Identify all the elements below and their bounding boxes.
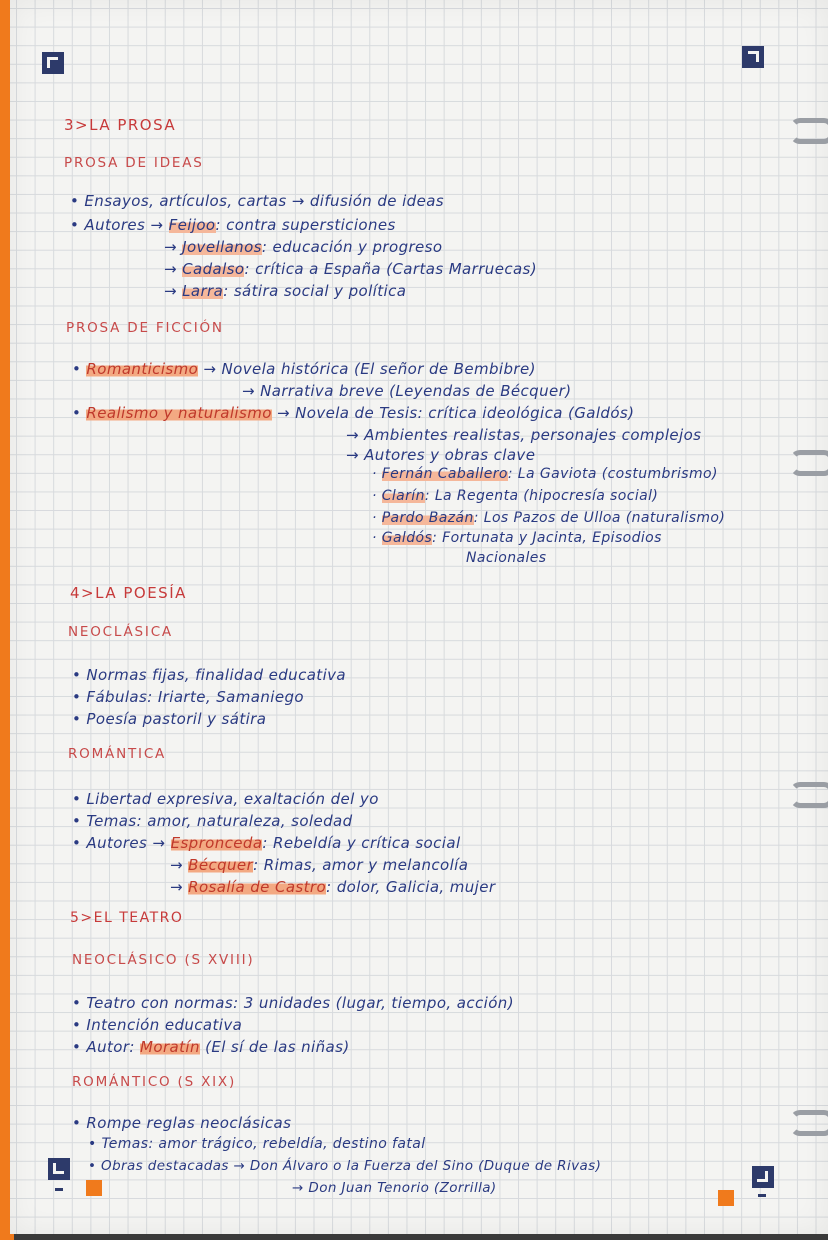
note-text: : Los Pazos de Ulloa (naturalismo) [473,510,726,526]
section-title: 4>LA POESÍA [70,584,187,602]
binder-ring-icon [790,450,828,476]
note-line [170,878,495,896]
subsection-heading: ROMÁNTICO (S XIX) [72,1074,237,1090]
note-line: → Narrativa breve (Leyendas de Bécquer) [242,382,572,400]
note-text: : La Regenta (hipocresía social) [424,488,659,504]
bullet-text: • [72,404,82,422]
note-line: • Normas fijas, finalidad educativa [72,666,347,684]
note-line: → Autores y obras clave [346,446,536,464]
author-highlight: Cadalso [182,260,245,278]
movement-highlight: Romanticismo [86,360,199,378]
note-line: • Poesía pastoril y sátira [72,710,267,728]
section-title: 5>EL TEATRO [70,910,184,926]
note-text: : crítica a España (Cartas Marruecas) [244,260,538,278]
note-line: • Temas: amor trágico, rebeldía, destino fatal [88,1136,426,1152]
subsection-heading: PROSA DE FICCIÓN [66,320,224,336]
note-line: · Pardo Bazán: Los Pazos de Ulloa (naturalismo) [372,510,726,526]
orange-square-icon [718,1190,734,1206]
dash-mark-icon [55,1188,63,1191]
arrow-text: → [170,856,183,874]
note-text: → Novela histórica (El señor de Bembibre) [203,360,536,378]
subsection-heading: NEOCLÁSICO (S XVIII) [72,952,255,968]
note-line [70,216,396,234]
arrow-text: → [170,878,183,896]
note-text: : contra supersticiones [215,216,396,234]
note-text: → Novela de Tesis: crítica ideológica (Galdós) [276,404,635,422]
note-text: • Autor: [72,1038,135,1056]
author-highlight: Larra [182,282,224,300]
note-text: : Fortunata y Jacinta, Episodios [432,530,662,546]
note-line: · Galdós: Fortunata y Jacinta, Episodios [372,530,662,546]
note-text: : Rebeldía y crítica social [262,834,461,852]
binder-ring-icon [790,1110,828,1136]
author-highlight: Rosalía de Castro [188,878,327,896]
note-line: → Don Juan Tenorio (Zorrilla) [292,1180,497,1196]
note-line: • Rompe reglas neoclásicas [72,1114,292,1132]
note-line: • Temas: amor, naturaleza, soledad [72,812,353,830]
author-highlight: Jovellanos [182,238,262,256]
note-line [72,834,461,852]
arrow-text: → [164,238,177,256]
note-line: • Intención educativa [72,1016,243,1034]
note-text: • Autores → [72,834,166,852]
note-text: (El sí de las niñas) [205,1038,350,1056]
note-line [72,1038,350,1056]
note-line: Nacionales [466,550,547,566]
note-line: • Teatro con normas: 3 unidades (lugar, tiempo, acción) [72,994,514,1012]
note-line [72,404,634,422]
subsection-heading: ROMÁNTICA [68,746,167,762]
note-text: : educación y progreso [261,238,443,256]
note-text: : La Gaviota (costumbrismo) [507,466,718,482]
author-highlight: Pardo Bazán [381,510,474,526]
corner-mark-icon [752,1166,774,1188]
note-line: • Obras destacadas → Don Álvaro o la Fuerza del Sino (Duque de Rivas) [88,1158,602,1174]
note-line: • Fábulas: Iriarte, Samaniego [72,688,304,706]
note-line: · Clarín: La Regenta (hipocresía social) [372,488,659,504]
binder-ring-icon [790,118,828,144]
author-highlight: Moratín [140,1038,200,1056]
arrow-text: → [164,260,177,278]
note-text: : Rimas, amor y melancolía [253,856,469,874]
note-text: • Autores → [70,216,164,234]
note-line [170,856,468,874]
orange-square-icon [86,1180,102,1196]
note-line [164,282,406,300]
note-line [164,238,442,256]
author-highlight: Bécquer [188,856,254,874]
note-line [164,260,537,278]
movement-highlight: Realismo y naturalismo [86,404,272,422]
binder-ring-icon [790,782,828,808]
note-line [72,360,536,378]
subsection-heading: PROSA DE IDEAS [64,155,204,171]
note-line: → Ambientes realistas, personajes complejos [346,426,702,444]
bullet-text: • [72,360,82,378]
notebook-page [10,0,828,1234]
note-text: : sátira social y política [223,282,407,300]
section-title: 3>LA PROSA [64,116,177,134]
arrow-text: → [164,282,177,300]
author-highlight: Espronceda [170,834,263,852]
author-highlight: Feijoo [168,216,216,234]
corner-mark-icon [48,1158,70,1180]
note-text: : dolor, Galicia, mujer [326,878,496,896]
author-highlight: Fernán Caballero [381,466,508,482]
note-line: • Ensayos, artículos, cartas → difusión de ideas [70,192,445,210]
dash-mark-icon [758,1194,766,1197]
corner-mark-icon [42,52,64,74]
corner-mark-icon [742,46,764,68]
author-highlight: Clarín [381,488,425,504]
subsection-heading: NEOCLÁSICA [68,624,173,640]
note-line: · Fernán Caballero: La Gaviota (costumbrismo) [372,466,718,482]
note-line: • Libertad expresiva, exaltación del yo [72,790,379,808]
author-highlight: Galdós [381,530,433,546]
